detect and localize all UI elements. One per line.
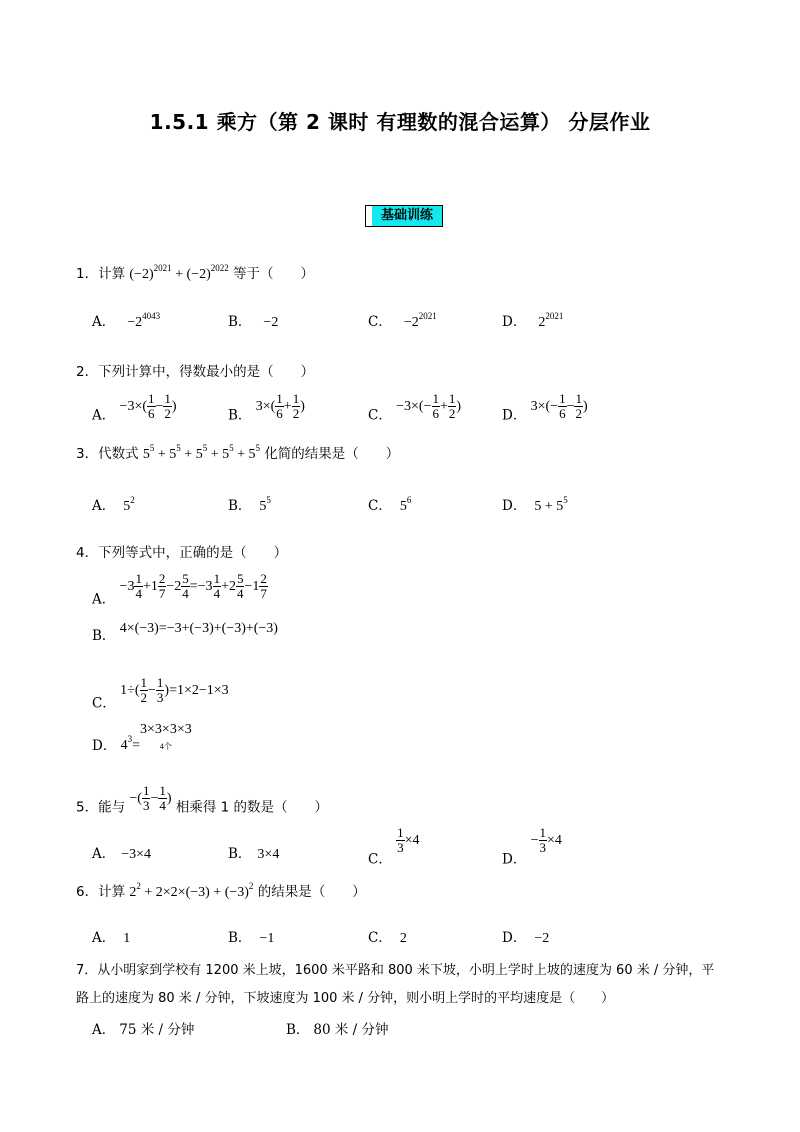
- question-7-line-1: 7．从小明家到学校有 1200 米上坡，1600 米平路和 800 米下坡，小明上学时上坡的速度为 60 米 / 分钟，平: [76, 963, 715, 978]
- q1-option-a[interactable]: A． $-2^{4043}$: [92, 311, 161, 330]
- question-5: 5．能与 −( $\frac{1}{3}$ − $\frac{1}{4}$ ) 相乘得 1 的数是（ ）: [76, 783, 328, 816]
- q3-option-b[interactable]: B． $5^5$: [228, 495, 271, 514]
- q2-option-d[interactable]: D． 3×(− $\frac{1}{6}$ − $\frac{1}{2}$ ): [502, 391, 588, 424]
- q3-option-c[interactable]: C． $5^6$: [368, 495, 412, 514]
- q4-option-d[interactable]: D． $4^3=3\times 3\times 3\times 3$ 4个: [92, 722, 192, 754]
- section-label-text: 基础训练: [380, 208, 433, 223]
- q5-option-c[interactable]: C． $\frac{1}{3}$ ×4: [368, 825, 420, 868]
- q4-option-c[interactable]: C． 1÷( $\frac{1}{2}$ − $\frac{1}{3}$ )=1×2−1×3: [92, 675, 229, 712]
- page-title: 1.5.1 乘方（第 2 课时 有理数的混合运算） 分层作业: [149, 110, 651, 134]
- section-label: [366, 206, 442, 226]
- question-6: 6．计算 $2^2 + 2\times 2\times(-3) + (-3)^2$ 的结果是（ ）: [76, 881, 366, 900]
- q2-option-b[interactable]: B． 3×( $\frac{1}{6}$ + $\frac{1}{2}$ ): [228, 391, 305, 424]
- question-1-prefix: 1．计算: [76, 266, 126, 282]
- q4-d-underbrace-label: 4个: [159, 742, 172, 751]
- q2-option-c[interactable]: C． −3×(− $\frac{1}{6}$ + $\frac{1}{2}$ ): [368, 391, 462, 424]
- question-1: [76, 262, 314, 283]
- question-4: 4．下列等式中，正确的是（ ）: [76, 545, 288, 561]
- q5-option-d[interactable]: D． − $\frac{1}{3}$ ×4: [502, 825, 562, 868]
- q6-option-b[interactable]: B． −1: [228, 930, 275, 946]
- question-7-line-2: 路上的速度为 80 米 / 分钟，下坡速度为 100 米 / 分钟，则小明上学时的平均速度是（ ）: [76, 991, 615, 1006]
- q3-option-d[interactable]: D． $5 + 5^5$: [502, 495, 568, 514]
- q6-option-c[interactable]: C． 2: [368, 930, 407, 946]
- question-1-expr: $(-2)^{2021} + (-2)^{2022}$: [129, 263, 229, 282]
- q1-option-c[interactable]: C． $-2^{2021}$: [368, 311, 437, 330]
- q5-option-b[interactable]: B． 3×4: [228, 846, 280, 862]
- question-3: 3．代数式 $5^5 + 5^5 + 5^5 + 5^5 + 5^5$ 化简的结果是（ ）: [76, 443, 400, 462]
- q1-option-b[interactable]: B． −2: [228, 314, 279, 330]
- q7-option-b[interactable]: B． 80 米 / 分钟: [286, 1022, 389, 1038]
- q1-option-d[interactable]: D． $2^{2021}$: [502, 311, 564, 330]
- q6-option-a[interactable]: A． 1: [92, 930, 131, 946]
- question-2: 2．下列计算中，得数最小的是（ ）: [76, 364, 315, 380]
- q6-option-d[interactable]: D． −2: [502, 930, 550, 946]
- q4-option-a[interactable]: A． −3 $\frac{1}{4}$ +1 $\frac{2}{7}$ −2 $\frac{5}{4}$ =−3 $\frac{1}{4}$ +2 $\frac{5}{4}$ −1 $\frac{2}{7}$: [92, 571, 267, 608]
- q4-option-b[interactable]: B． 4×(−3)=−3+(−3)+(−3)+(−3): [92, 621, 278, 644]
- q3-option-a[interactable]: A． $5^2$: [92, 495, 135, 514]
- q7-option-a[interactable]: A． 75 米 / 分钟: [92, 1022, 195, 1038]
- question-1-suffix: 等于（ ）: [233, 266, 315, 282]
- q2-option-a[interactable]: A． −3×( $\frac{1}{6}$ − $\frac{1}{2}$ ): [92, 391, 177, 424]
- q5-option-a[interactable]: A． −3×4: [92, 846, 152, 862]
